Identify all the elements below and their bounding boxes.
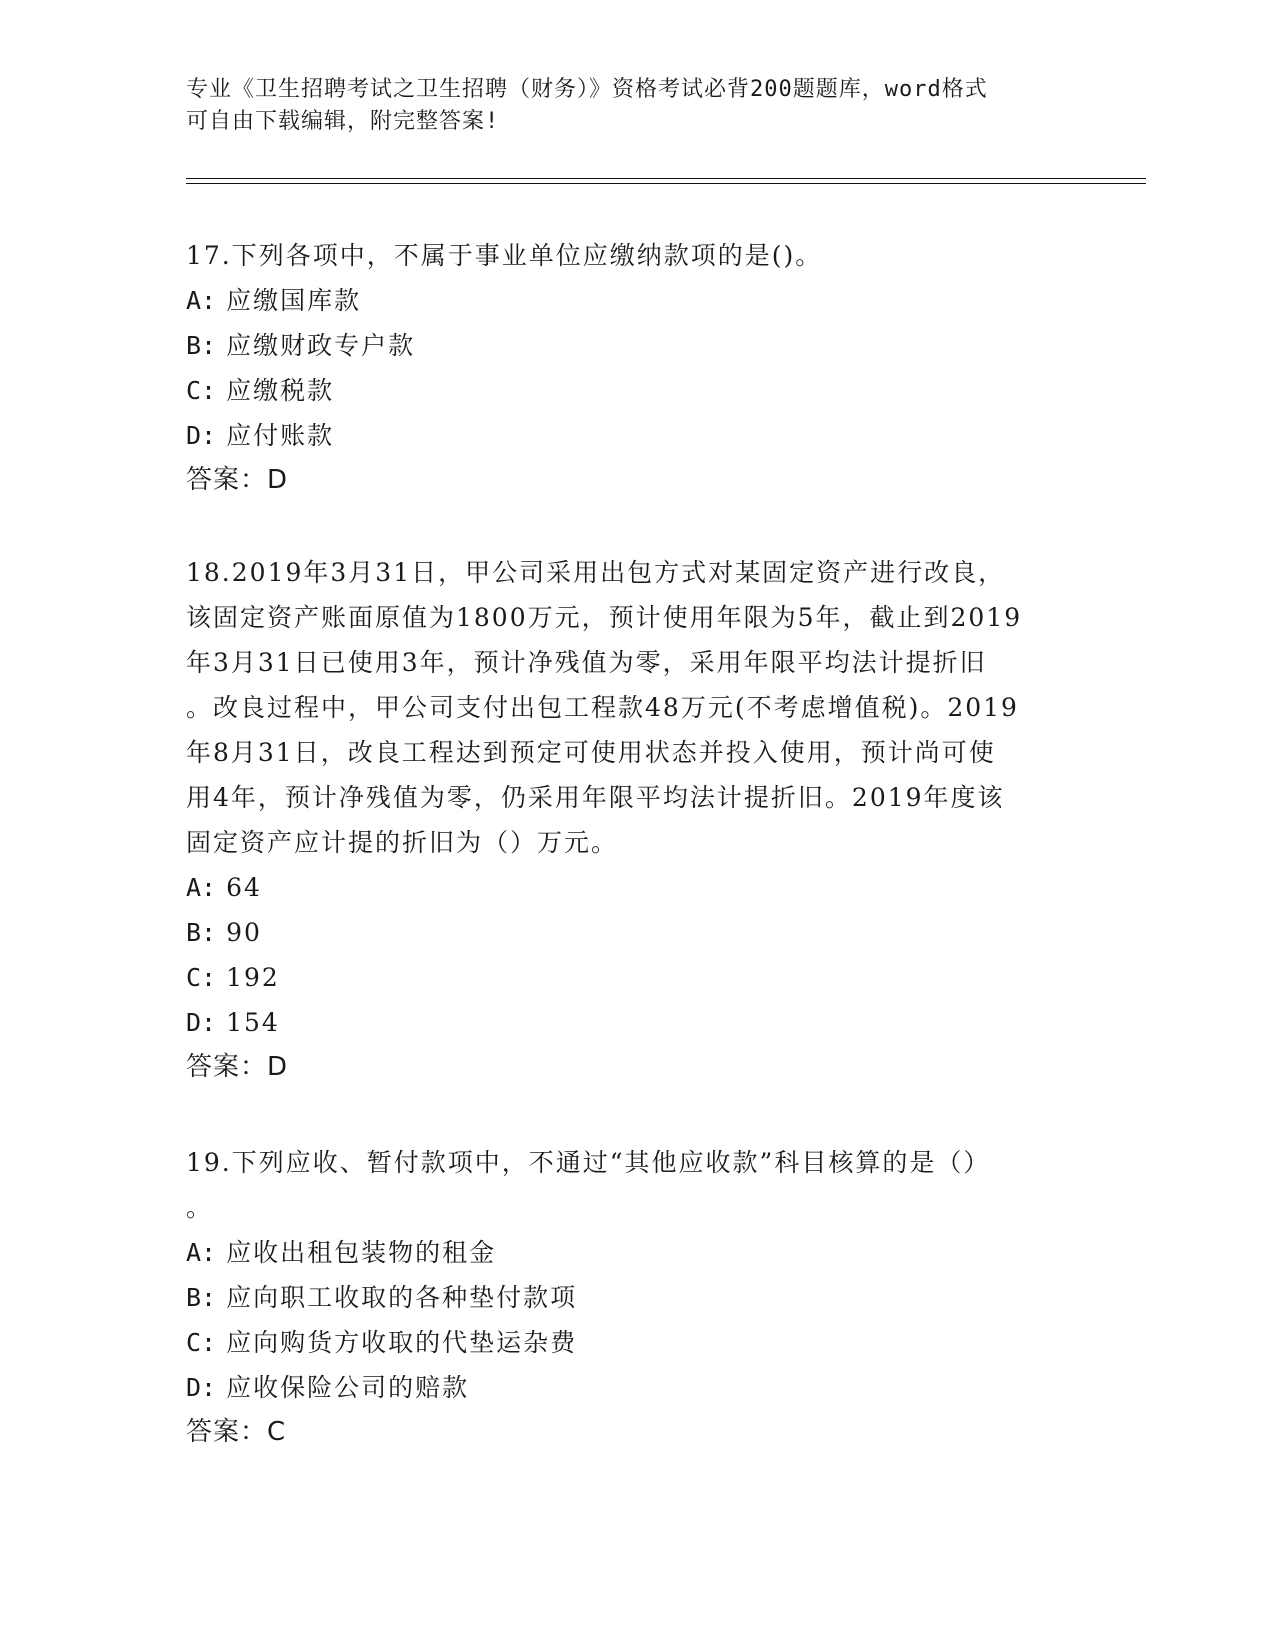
option-key: C:: [186, 963, 217, 992]
option-key: A:: [186, 873, 217, 902]
question-stem-line: 固定资产应计提的折旧为（）万元。: [186, 828, 619, 857]
option-a: [186, 1230, 1086, 1275]
answer-label: 答案：D: [186, 465, 289, 495]
question-stem-line: 。改良过程中，甲公司支付出包工程款48万元(不考虑增值税)。2019: [186, 693, 1019, 722]
option-b: [186, 1275, 1086, 1320]
option-c: [186, 955, 1086, 1000]
option-key: B:: [186, 331, 217, 360]
question-stem-line: 用4年，预计净残值为零，仍采用年限平均法计提折旧。2019年度该: [186, 783, 1005, 812]
option-a: [186, 865, 1086, 910]
option-d: [186, 1365, 1086, 1410]
option-key: B:: [186, 918, 217, 947]
option-key: D:: [186, 421, 217, 450]
option-key: D:: [186, 1373, 217, 1402]
option-text: 应收出租包装物的租金: [226, 1238, 497, 1267]
option-key: C:: [186, 1328, 217, 1357]
question-stem-line: 19.下列应收、暂付款项中，不通过“其他应收款”科目核算的是（）: [186, 1148, 991, 1177]
option-key: A:: [186, 1238, 217, 1267]
option-key: D:: [186, 1008, 217, 1037]
question-stem-line: 年8月31日，改良工程达到预定可使用状态并投入使用，预计尚可使: [186, 738, 996, 767]
option-c: [186, 1320, 1086, 1365]
option-text: 应向职工收取的各种垫付款项: [226, 1283, 578, 1312]
option-text: 90: [226, 918, 262, 947]
option-b: [186, 910, 1086, 955]
header-divider-top: [186, 178, 1146, 179]
question-stem-line: 该固定资产账面原值为1800万元，预计使用年限为5年，截止到2019: [186, 603, 1023, 632]
option-key: C:: [186, 376, 217, 405]
option-key: A:: [186, 286, 217, 315]
option-key: B:: [186, 1283, 217, 1312]
option-c: [186, 368, 1086, 413]
question-17: [186, 233, 1086, 503]
answer-label: 答案：D: [186, 1052, 289, 1082]
header-divider-bottom: [186, 183, 1146, 184]
question-stem-line: 年3月31日已使用3年，预计净残值为零，采用年限平均法计提折旧: [186, 648, 987, 677]
option-text: 192: [226, 963, 280, 992]
header-line-2: 可自由下载编辑，附完整答案!: [186, 109, 500, 134]
option-d: [186, 1000, 1086, 1045]
option-text: 应缴税款: [226, 376, 335, 405]
document-header: [186, 74, 1066, 138]
question-stem-line: 17.下列各项中，不属于事业单位应缴纳款项的是()。: [186, 241, 823, 270]
option-d: [186, 413, 1086, 458]
option-a: [186, 278, 1086, 323]
question-stem-line: 18.2019年3月31日，甲公司采用出包方式对某固定资产进行改良，: [186, 558, 1006, 587]
option-text: 应缴国库款: [226, 286, 362, 315]
option-text: 应收保险公司的赔款: [226, 1373, 470, 1402]
option-text: 应付账款: [226, 421, 335, 450]
header-line-1: 专业《卫生招聘考试之卫生招聘（财务）》资格考试必背200题题库，word格式: [186, 77, 988, 102]
question-18: [186, 550, 1086, 1090]
answer-label: 答案：C: [186, 1417, 287, 1447]
option-b: [186, 323, 1086, 368]
option-text: 64: [226, 873, 262, 902]
option-text: 应向购货方收取的代垫运杂费: [226, 1328, 578, 1357]
question-19: [186, 1140, 1086, 1455]
question-stem-line: 。: [186, 1193, 214, 1222]
option-text: 应缴财政专户款: [226, 331, 416, 360]
option-text: 154: [226, 1008, 280, 1037]
